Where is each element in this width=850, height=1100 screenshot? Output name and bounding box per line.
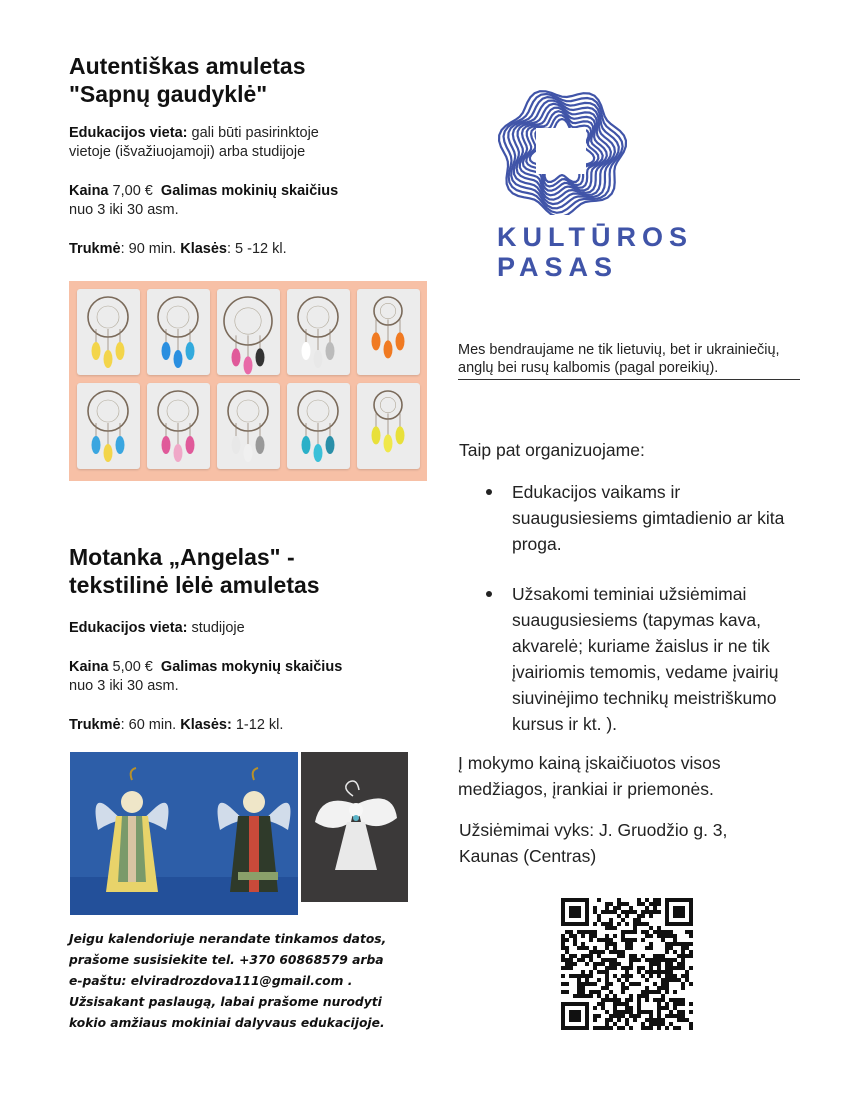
contact-line-5: kokio amžiaus mokiniai dalyvaus edukacijoje.	[69, 1016, 385, 1030]
also-organize-heading: Taip pat organizuojame:	[459, 440, 645, 460]
logo-text-line1: KULTŪROS	[497, 222, 693, 252]
amulet-students-range: nuo 3 iki 30 asm.	[69, 202, 179, 218]
amulet-price-value: 7,00 €	[112, 183, 153, 199]
dreamcatcher-icon	[287, 383, 350, 469]
angel-dolls-illustration	[70, 752, 298, 915]
service-text: Užsakomi teminiai užsiėmimai suaugusiesiems (tapymas kava, akvarelė; kuriame žaislus ir ne tik įvairiomis temomis, vedame įvairių siuvinėjimo technikų meistriškumo kursus ir kt. ).	[512, 584, 779, 734]
amulet-duration-row	[69, 240, 429, 259]
amulet-title-line1: Autentiškas amuletas	[69, 53, 306, 79]
list-item	[458, 479, 798, 557]
dreamcatcher-icon	[217, 289, 280, 375]
motanka-duration-label: Trukmė	[69, 717, 121, 733]
amulet-title	[69, 52, 429, 108]
amulet-students-label: Galimas mokinių skaičius	[160, 183, 339, 199]
dreamcatcher-icon	[287, 289, 350, 375]
dreamcatcher-card	[217, 289, 280, 375]
motanka-duration-row	[69, 716, 429, 735]
amulet-venue	[69, 124, 429, 162]
materials-note-line1: Į mokymo kainą įskaičiuotos visos	[458, 753, 721, 773]
motanka-students-label: Galimas mokynių skaičius	[160, 659, 343, 675]
dreamcatcher-icon	[77, 383, 140, 469]
amulet-price-row	[69, 182, 429, 220]
amulet-title-line2: "Sapnų gaudyklė"	[69, 81, 268, 107]
motanka-venue-text: studijoje	[191, 620, 245, 636]
motanka-students-range: nuo 3 iki 30 asm.	[69, 678, 179, 694]
amulet-venue-label: Edukacijos vieta:	[69, 125, 188, 141]
list-item	[458, 581, 798, 737]
dreamcatcher-icon	[357, 383, 420, 469]
dreamcatcher-card	[77, 383, 140, 469]
dreamcatchers-photo	[69, 281, 427, 481]
motanka-price-row	[69, 658, 429, 696]
amulet-duration-value: : 90 min.	[120, 241, 177, 257]
logo-text-line2: PASAS	[497, 252, 619, 282]
bullet-icon	[486, 489, 492, 495]
contact-line-4: Užsisakant paslaugą, labai prašome nurodyti	[69, 995, 382, 1009]
service-text: Edukacijos vaikams ir suaugusiesiems gimtadienio ar kita proga.	[512, 482, 785, 554]
motanka-section	[69, 543, 429, 735]
services-list	[458, 479, 798, 737]
motanka-venue-label: Edukacijos vieta:	[69, 620, 188, 636]
dreamcatcher-card	[287, 383, 350, 469]
dreamcatcher-icon	[217, 383, 280, 469]
materials-note	[458, 750, 798, 802]
motanka-title	[69, 543, 429, 599]
dreamcatcher-icon	[147, 383, 210, 469]
logo-wave-mark	[497, 90, 627, 215]
dreamcatcher-card	[217, 383, 280, 469]
kulturos-pasas-logo-icon	[497, 90, 627, 215]
amulet-grades-label: Klasės	[180, 241, 227, 257]
dreamcatcher-card	[147, 383, 210, 469]
qr-code-icon[interactable]	[561, 898, 693, 1030]
white-angel-illustration	[301, 752, 408, 902]
logo-center-square	[536, 128, 586, 174]
motanka-price-value: 5,00 €	[112, 659, 153, 675]
white-angel-photo	[301, 752, 408, 902]
dreamcatcher-icon	[357, 289, 420, 375]
amulet-price-label: Kaina	[69, 183, 109, 199]
contact-note	[69, 929, 429, 1034]
qr-code-graphic[interactable]	[561, 898, 693, 1030]
amulet-venue-text1: gali būti pasirinktoje	[191, 125, 319, 141]
motanka-grades-value: 1-12 kl.	[235, 717, 284, 733]
angel-dolls-photo	[70, 752, 298, 915]
dreamcatcher-card	[147, 289, 210, 375]
contact-line-2: prašome susisiekite tel. +370 60868579 arba	[69, 953, 384, 967]
motanka-grades-label: Klasės:	[180, 717, 232, 733]
amulet-grades-value: : 5 -12 kl.	[227, 241, 287, 257]
dreamcatcher-icon	[147, 289, 210, 375]
contact-line-1: Jeigu kalendoriuje nerandate tinkamos datos,	[69, 932, 387, 946]
amulet-duration-label: Trukmė	[69, 241, 121, 257]
motanka-title-line2: tekstilinė lėlė amuletas	[69, 572, 320, 598]
bullet-icon	[486, 591, 492, 597]
motanka-venue	[69, 619, 429, 638]
materials-note-line2: medžiagos, įrankiai ir priemonės.	[458, 779, 714, 799]
motanka-price-label: Kaina	[69, 659, 109, 675]
dreamcatcher-icon	[77, 289, 140, 375]
motanka-duration-value: : 60 min.	[120, 717, 177, 733]
location-line1: Užsiėmimai vyks: J. Gruodžio g. 3,	[459, 820, 728, 840]
location-line2: Kaunas (Centras)	[459, 846, 597, 866]
amulet-venue-text2: vietoje (išvažiuojamoji) arba studijoje	[69, 144, 306, 160]
dreamcatcher-card	[77, 289, 140, 375]
dreamcatcher-card	[357, 289, 420, 375]
languages-note: Mes bendraujame ne tik lietuvių, bet ir ukrainiečių, anglų bei rusų kalbomis (pagal poreikių).	[458, 341, 800, 380]
amulet-section	[69, 52, 429, 259]
location-note	[459, 817, 799, 869]
dreamcatcher-card	[287, 289, 350, 375]
motanka-title-line1: Motanka „Angelas" -	[69, 544, 295, 570]
contact-line-3: e-paštu: elviradrozdova111@gmail.com .	[69, 974, 353, 988]
dreamcatcher-card	[357, 383, 420, 469]
